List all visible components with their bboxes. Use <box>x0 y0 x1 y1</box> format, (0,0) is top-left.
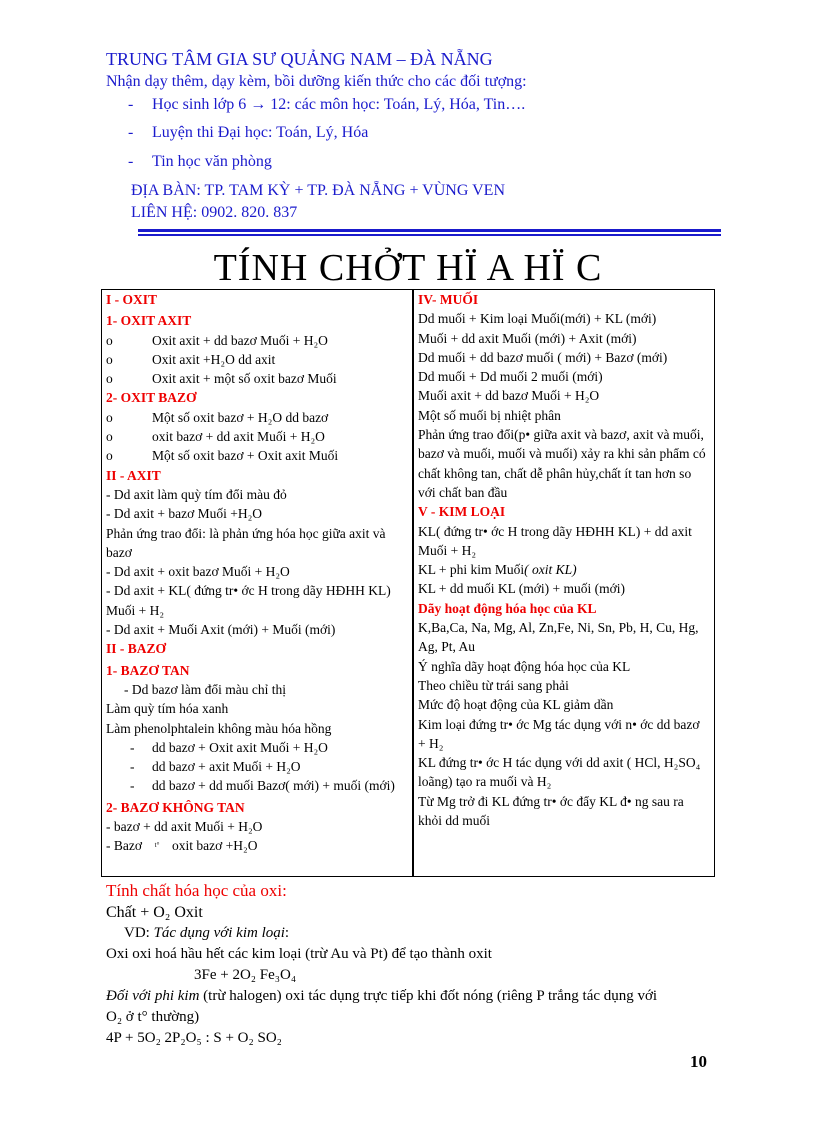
section-heading: I - OXIT <box>106 292 158 307</box>
list-item: KL đứng tr• ớc H tác dụng với dd axit ( HCl, H₂SO₄ loãng) tạo ra muối và H₂ <box>418 755 701 790</box>
list-item: - Dd axit + bazơ Muối +H₂O <box>106 506 263 522</box>
list-item: - Tin học văn phòng <box>128 153 272 170</box>
oxygen-line: 3Fe + 2O₂ Fe₃O₄ <box>194 967 297 983</box>
section-heading: Dãy hoạt động hóa học của KL <box>418 600 597 616</box>
list-item: Phản ứng trao đổi: là phản ứng hóa học giữa axit và bazơ <box>106 525 386 560</box>
list-item: Muối + dd axit Muối (mới) + Axit (mới) <box>418 330 637 346</box>
list-item: o oxit bazơ + dd axit Muối + H₂O <box>106 429 325 445</box>
list-item: o Oxit axit +H₂O dd axit <box>106 351 276 367</box>
list-item: K,Ba,Ca, Na, Mg, Al, Zn,Fe, Ni, Sn, Pb, H, Cu, Hg, Ag, Pt, Au <box>418 620 699 655</box>
list-item: - Dd axit + Muối Axit (mới) + Muối (mới) <box>106 622 336 638</box>
section-heading: II - BAZƠ <box>106 641 167 657</box>
section-heading: II - AXIT <box>106 467 161 483</box>
oxygen-line: Chất + O₂ Oxit <box>106 904 203 921</box>
list-item: - Luyện thi Đại học: Toán, Lý, Hóa <box>128 124 369 141</box>
list-item: - bazơ + dd axit Muối + H₂O <box>106 819 263 835</box>
list-item: - Học sinh lớp 6 → 12: các môn học: Toán, Lý, Hóa, Tin…. <box>128 96 526 113</box>
center-title: TRUNG TÂM GIA SƯ QUẢNG NAM – ĐÀ NẴNG <box>106 49 493 69</box>
list-item: Làm phenolphtalein không màu hóa hồng <box>106 720 332 736</box>
list-item: Ý nghĩa dãy hoạt động hóa học của KL <box>418 658 631 674</box>
header-divider <box>138 229 721 232</box>
list-item: Theo chiều từ trái sang phải <box>418 677 569 693</box>
list-item: Dd muối + Dd muối 2 muối (mới) <box>418 369 603 385</box>
header-divider-thin <box>138 234 721 236</box>
list-item: - Dd axit làm quỳ tím đổi màu đỏ <box>106 486 287 502</box>
list-item: KL + phi kim Muối( oxit KL) <box>418 562 577 578</box>
oxygen-line: O₂ ở t° thường) <box>106 1009 200 1025</box>
list-item: - dd bazơ + Oxit axit Muối + H₂O <box>130 739 328 755</box>
left-column <box>106 290 406 856</box>
list-item: Làm quỳ tím hóa xanh <box>106 701 229 717</box>
section-heading: IV- MUỐI <box>418 292 479 307</box>
area-line: ĐỊA BÀN: TP. TAM KỲ + TP. ĐÀ NẴNG + VÙNG VEN <box>131 182 505 199</box>
section-heading: V - KIM LOẠI <box>418 504 506 520</box>
right-column <box>418 290 708 830</box>
list-item: o Oxit axit + một số oxit bazơ Muối <box>106 371 337 387</box>
list-item: Từ Mg trở đi KL đứng tr• ớc đẩy KL đ• ng sau ra khỏi dd muối <box>418 793 684 829</box>
list-item: o Oxit axit + dd bazơ Muối + H₂O <box>106 332 328 348</box>
oxygen-line: Oxi oxi hoá hầu hết các kim loại (trừ Au và Pt) để tạo thành oxit <box>106 946 492 962</box>
section-heading: 1- BAZƠ TAN <box>106 662 190 678</box>
page-number: 10 <box>690 1052 707 1071</box>
list-item: - Dd bazơ làm đổi màu chỉ thị <box>124 681 286 697</box>
list-item: Kim loại đứng tr• ớc Mg tác dụng với n• ớc dd bazơ + H₂ <box>418 716 700 751</box>
oxygen-line: 4P + 5O₂ 2P₂O₅ : S + O₂ SO₂ <box>106 1030 282 1046</box>
list-item: Một số muối bị nhiệt phân <box>418 407 561 423</box>
list-item: - dd bazơ + axit Muối + H₂O <box>130 759 301 775</box>
section-heading: 2- OXIT BAZƠ <box>106 390 197 406</box>
section-heading: 1- OXIT AXIT <box>106 313 192 329</box>
list-item: o Một số oxit bazơ + Oxit axit Muối <box>106 448 339 464</box>
list-item: - Bazơ t° oxit bazơ +H₂O <box>106 838 258 854</box>
center-subtitle: Nhận dạy thêm, dạy kèm, bồi dưỡng kiến thức cho các đối tượng: <box>106 73 527 90</box>
column-divider <box>412 290 414 876</box>
page-title: TÍNH CHỞT HÏ A HÏ C <box>213 247 603 289</box>
list-item: Dd muối + Kim loại Muối(mới) + KL (mới) <box>418 311 657 327</box>
list-item: Dd muối + dd bazơ muối ( mới) + Bazơ (mới) <box>418 349 668 365</box>
list-item: - Dd axit + oxit bazơ Muối + H₂O <box>106 564 290 580</box>
oxygen-section-title: Tính chất hóa học của oxi: <box>106 881 287 900</box>
list-item: Phản ứng trao đổi(p• giữa axit và bazơ, axit và muối, bazơ và muối, muối và muối) xảy ra khi sản phẩm có chất không tan, chất dễ phân hủy,chất ít tan hơn so với chất ban đầu <box>418 427 706 500</box>
oxygen-line: VD: Tác dụng với kim loại: <box>124 925 290 941</box>
section-heading: 2- BAZƠ KHÔNG TAN <box>106 799 245 815</box>
list-item: - dd bazơ + dd muối Bazơ( mới) + muối (mới) <box>130 778 395 794</box>
list-item: Mức độ hoạt động của KL giảm dần <box>418 697 614 713</box>
oxygen-line: Đối với phi kim (trừ halogen) oxi tác dụng trực tiếp khi đốt nóng (riêng P trắng tác dụng với <box>106 988 658 1004</box>
list-item: KL( đứng tr• ớc H trong dãy HĐHH KL) + dd axit Muối + H₂ <box>418 523 692 558</box>
list-item: o Một số oxit bazơ + H₂O dd bazơ <box>106 409 329 425</box>
contact-line: LIÊN HỆ: 0902. 820. 837 <box>131 204 298 221</box>
list-item: Muối axit + dd bazơ Muối + H₂O <box>418 388 600 404</box>
list-item: - Dd axit + KL( đứng tr• ớc H trong dãy HĐHH KL) Muối + H₂ <box>106 583 391 618</box>
chem-table <box>101 289 715 877</box>
list-item: KL + dd muối KL (mới) + muối (mới) <box>418 581 625 597</box>
